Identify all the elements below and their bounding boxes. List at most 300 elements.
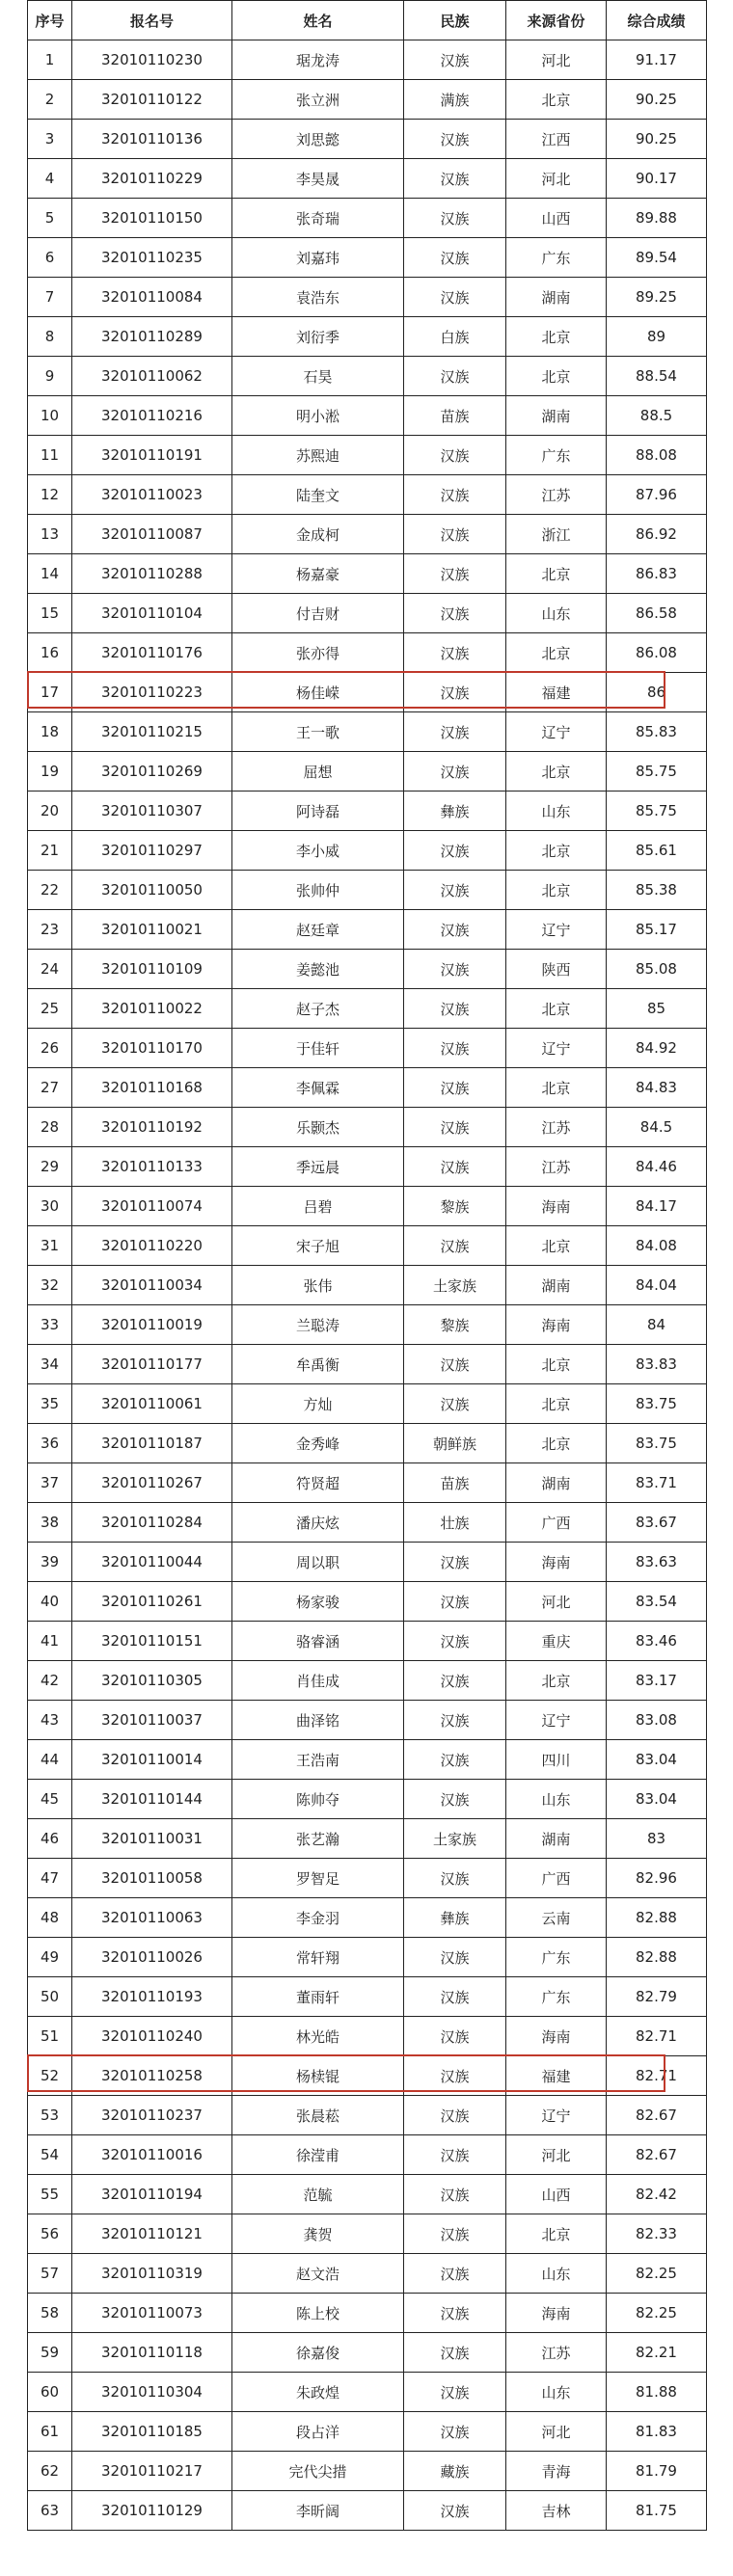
cell-name: 赵廷章 [232, 910, 404, 950]
cell-score: 89.88 [607, 199, 707, 238]
cell-reg-no: 32010110104 [72, 594, 232, 633]
cell-name: 段占洋 [232, 2412, 404, 2452]
table-row [28, 2452, 707, 2491]
cell-ethnicity: 汉族 [404, 1622, 506, 1661]
cell-score: 85 [607, 989, 707, 1029]
header-row [28, 1, 707, 40]
cell-score: 84.5 [607, 1108, 707, 1147]
cell-name: 张奇瑞 [232, 199, 404, 238]
cell-name: 常轩翔 [232, 1938, 404, 1977]
cell-seq: 55 [28, 2175, 72, 2214]
cell-reg-no: 32010110084 [72, 278, 232, 317]
cell-seq: 4 [28, 159, 72, 199]
cell-province: 河北 [506, 1582, 607, 1622]
cell-ethnicity: 汉族 [404, 159, 506, 199]
cell-reg-no: 32010110269 [72, 752, 232, 792]
cell-name: 陆奎文 [232, 475, 404, 515]
cell-score: 84.08 [607, 1226, 707, 1266]
table-row [28, 1266, 707, 1305]
table-row [28, 515, 707, 554]
table-row [28, 396, 707, 436]
table-row [28, 1226, 707, 1266]
cell-score: 82.88 [607, 1938, 707, 1977]
cell-province: 北京 [506, 1345, 607, 1384]
cell-ethnicity: 壮族 [404, 1503, 506, 1543]
cell-score: 84.46 [607, 1147, 707, 1187]
cell-score: 83.04 [607, 1780, 707, 1819]
cell-ethnicity: 汉族 [404, 910, 506, 950]
cell-name: 金秀峰 [232, 1424, 404, 1463]
table-row [28, 475, 707, 515]
cell-ethnicity: 汉族 [404, 2294, 506, 2333]
cell-score: 88.08 [607, 436, 707, 475]
cell-reg-no: 32010110063 [72, 1898, 232, 1938]
cell-score: 89.25 [607, 278, 707, 317]
table-row [28, 1345, 707, 1384]
cell-reg-no: 32010110022 [72, 989, 232, 1029]
cell-name: 刘嘉玮 [232, 238, 404, 278]
cell-reg-no: 32010110185 [72, 2412, 232, 2452]
cell-province: 广东 [506, 238, 607, 278]
cell-score: 82.25 [607, 2294, 707, 2333]
cell-province: 辽宁 [506, 712, 607, 752]
cell-province: 陕西 [506, 950, 607, 989]
cell-name: 完代尖措 [232, 2452, 404, 2491]
cell-seq: 11 [28, 436, 72, 475]
header-seq: 序号 [28, 1, 72, 40]
cell-seq: 40 [28, 1582, 72, 1622]
cell-seq: 10 [28, 396, 72, 436]
cell-score: 83.04 [607, 1740, 707, 1780]
cell-name: 王一歌 [232, 712, 404, 752]
cell-seq: 2 [28, 80, 72, 120]
cell-province: 北京 [506, 1226, 607, 1266]
cell-ethnicity: 汉族 [404, 594, 506, 633]
cell-reg-no: 32010110136 [72, 120, 232, 159]
cell-name: 张晨菘 [232, 2096, 404, 2135]
cell-province: 海南 [506, 1187, 607, 1226]
results-table-container [27, 0, 706, 2531]
table-row [28, 80, 707, 120]
cell-ethnicity: 汉族 [404, 2056, 506, 2096]
cell-seq: 61 [28, 2412, 72, 2452]
cell-ethnicity: 汉族 [404, 2373, 506, 2412]
cell-name: 罗智足 [232, 1859, 404, 1898]
cell-ethnicity: 黎族 [404, 1187, 506, 1226]
cell-ethnicity: 满族 [404, 80, 506, 120]
cell-name: 宋子旭 [232, 1226, 404, 1266]
cell-seq: 12 [28, 475, 72, 515]
table-row [28, 2214, 707, 2254]
table-row [28, 594, 707, 633]
cell-ethnicity: 汉族 [404, 2175, 506, 2214]
cell-province: 江苏 [506, 475, 607, 515]
cell-name: 阿诗磊 [232, 792, 404, 831]
cell-province: 山东 [506, 792, 607, 831]
cell-seq: 52 [28, 2056, 72, 2096]
cell-province: 湖南 [506, 396, 607, 436]
cell-reg-no: 32010110037 [72, 1701, 232, 1740]
cell-reg-no: 32010110230 [72, 40, 232, 80]
cell-score: 81.88 [607, 2373, 707, 2412]
cell-reg-no: 32010110289 [72, 317, 232, 357]
cell-score: 81.79 [607, 2452, 707, 2491]
cell-province: 辽宁 [506, 1029, 607, 1068]
cell-reg-no: 32010110031 [72, 1819, 232, 1859]
cell-ethnicity: 白族 [404, 317, 506, 357]
cell-seq: 8 [28, 317, 72, 357]
cell-reg-no: 32010110133 [72, 1147, 232, 1187]
cell-name: 李佩霖 [232, 1068, 404, 1108]
cell-reg-no: 32010110297 [72, 831, 232, 871]
cell-score: 83.75 [607, 1384, 707, 1424]
cell-name: 符贤超 [232, 1463, 404, 1503]
cell-seq: 44 [28, 1740, 72, 1780]
cell-name: 季远晨 [232, 1147, 404, 1187]
cell-score: 89 [607, 317, 707, 357]
table-row [28, 673, 707, 712]
cell-ethnicity: 汉族 [404, 1384, 506, 1424]
header-ethnicity: 民族 [404, 1, 506, 40]
cell-ethnicity: 汉族 [404, 1582, 506, 1622]
cell-score: 83.67 [607, 1503, 707, 1543]
cell-province: 福建 [506, 673, 607, 712]
cell-name: 赵子杰 [232, 989, 404, 1029]
cell-seq: 29 [28, 1147, 72, 1187]
cell-ethnicity: 汉族 [404, 2214, 506, 2254]
cell-seq: 60 [28, 2373, 72, 2412]
cell-score: 82.71 [607, 2056, 707, 2096]
cell-seq: 9 [28, 357, 72, 396]
header-score: 综合成绩 [607, 1, 707, 40]
cell-score: 83.08 [607, 1701, 707, 1740]
cell-name: 付吉财 [232, 594, 404, 633]
cell-province: 北京 [506, 1424, 607, 1463]
cell-seq: 51 [28, 2017, 72, 2056]
cell-name: 明小淞 [232, 396, 404, 436]
cell-ethnicity: 苗族 [404, 1463, 506, 1503]
table-row [28, 1187, 707, 1226]
cell-score: 82.71 [607, 2017, 707, 2056]
cell-seq: 15 [28, 594, 72, 633]
cell-ethnicity: 汉族 [404, 712, 506, 752]
cell-name: 龚贺 [232, 2214, 404, 2254]
cell-province: 福建 [506, 2056, 607, 2096]
cell-reg-no: 32010110191 [72, 436, 232, 475]
cell-name: 李昕阔 [232, 2491, 404, 2531]
table-row [28, 1424, 707, 1463]
cell-ethnicity: 汉族 [404, 2017, 506, 2056]
cell-name: 杨嘉豪 [232, 554, 404, 594]
cell-name: 肖佳成 [232, 1661, 404, 1701]
table-row [28, 278, 707, 317]
table-row [28, 2175, 707, 2214]
cell-seq: 7 [28, 278, 72, 317]
cell-score: 84.17 [607, 1187, 707, 1226]
table-row [28, 2491, 707, 2531]
cell-province: 广西 [506, 1859, 607, 1898]
cell-name: 陈上校 [232, 2294, 404, 2333]
cell-ethnicity: 汉族 [404, 1345, 506, 1384]
cell-seq: 48 [28, 1898, 72, 1938]
cell-reg-no: 32010110109 [72, 950, 232, 989]
cell-province: 北京 [506, 1384, 607, 1424]
cell-reg-no: 32010110087 [72, 515, 232, 554]
cell-seq: 34 [28, 1345, 72, 1384]
table-row [28, 1898, 707, 1938]
cell-province: 北京 [506, 80, 607, 120]
table-row [28, 989, 707, 1029]
cell-score: 85.61 [607, 831, 707, 871]
cell-name: 杨椟锟 [232, 2056, 404, 2096]
cell-province: 青海 [506, 2452, 607, 2491]
cell-ethnicity: 朝鲜族 [404, 1424, 506, 1463]
cell-seq: 38 [28, 1503, 72, 1543]
table-row [28, 633, 707, 673]
cell-ethnicity: 汉族 [404, 633, 506, 673]
cell-reg-no: 32010110261 [72, 1582, 232, 1622]
cell-name: 方灿 [232, 1384, 404, 1424]
cell-ethnicity: 苗族 [404, 396, 506, 436]
cell-seq: 6 [28, 238, 72, 278]
cell-name: 徐嘉俊 [232, 2333, 404, 2373]
cell-seq: 45 [28, 1780, 72, 1819]
cell-ethnicity: 汉族 [404, 1108, 506, 1147]
cell-score: 86 [607, 673, 707, 712]
cell-score: 83.75 [607, 1424, 707, 1463]
cell-seq: 16 [28, 633, 72, 673]
cell-reg-no: 32010110014 [72, 1740, 232, 1780]
table-row [28, 40, 707, 80]
table-row [28, 871, 707, 910]
cell-reg-no: 32010110220 [72, 1226, 232, 1266]
table-row [28, 1622, 707, 1661]
cell-reg-no: 32010110121 [72, 2214, 232, 2254]
cell-reg-no: 32010110193 [72, 1977, 232, 2017]
cell-reg-no: 32010110237 [72, 2096, 232, 2135]
cell-reg-no: 32010110021 [72, 910, 232, 950]
cell-score: 82.25 [607, 2254, 707, 2294]
cell-province: 北京 [506, 317, 607, 357]
results-table [27, 0, 707, 2531]
cell-seq: 17 [28, 673, 72, 712]
cell-ethnicity: 汉族 [404, 752, 506, 792]
cell-ethnicity: 汉族 [404, 1938, 506, 1977]
cell-province: 北京 [506, 989, 607, 1029]
cell-ethnicity: 汉族 [404, 475, 506, 515]
cell-ethnicity: 汉族 [404, 2135, 506, 2175]
cell-reg-no: 32010110034 [72, 1266, 232, 1305]
table-row [28, 1108, 707, 1147]
cell-reg-no: 32010110229 [72, 159, 232, 199]
table-row [28, 1463, 707, 1503]
cell-seq: 22 [28, 871, 72, 910]
cell-score: 90.25 [607, 120, 707, 159]
table-row [28, 1780, 707, 1819]
cell-reg-no: 32010110194 [72, 2175, 232, 2214]
header-name: 姓名 [232, 1, 404, 40]
cell-seq: 27 [28, 1068, 72, 1108]
cell-name: 刘衍季 [232, 317, 404, 357]
cell-ethnicity: 藏族 [404, 2452, 506, 2491]
cell-name: 杨佳嵘 [232, 673, 404, 712]
cell-province: 四川 [506, 1740, 607, 1780]
cell-ethnicity: 汉族 [404, 1740, 506, 1780]
cell-score: 81.83 [607, 2412, 707, 2452]
cell-province: 山东 [506, 2254, 607, 2294]
cell-score: 82.88 [607, 1898, 707, 1938]
cell-score: 86.83 [607, 554, 707, 594]
cell-ethnicity: 汉族 [404, 989, 506, 1029]
cell-province: 江西 [506, 120, 607, 159]
cell-name: 张亦得 [232, 633, 404, 673]
cell-seq: 41 [28, 1622, 72, 1661]
table-row [28, 1938, 707, 1977]
cell-seq: 24 [28, 950, 72, 989]
cell-province: 山西 [506, 2175, 607, 2214]
cell-name: 吕碧 [232, 1187, 404, 1226]
cell-ethnicity: 汉族 [404, 515, 506, 554]
cell-province: 云南 [506, 1898, 607, 1938]
cell-ethnicity: 汉族 [404, 871, 506, 910]
cell-seq: 21 [28, 831, 72, 871]
table-row [28, 1543, 707, 1582]
table-row [28, 2294, 707, 2333]
cell-score: 83.54 [607, 1582, 707, 1622]
cell-seq: 32 [28, 1266, 72, 1305]
cell-name: 周以职 [232, 1543, 404, 1582]
cell-ethnicity: 汉族 [404, 436, 506, 475]
cell-province: 河北 [506, 2135, 607, 2175]
cell-reg-no: 32010110305 [72, 1661, 232, 1701]
cell-province: 浙江 [506, 515, 607, 554]
cell-province: 海南 [506, 2017, 607, 2056]
cell-seq: 1 [28, 40, 72, 80]
cell-reg-no: 32010110267 [72, 1463, 232, 1503]
cell-ethnicity: 汉族 [404, 1068, 506, 1108]
cell-name: 苏熙迪 [232, 436, 404, 475]
cell-ethnicity: 汉族 [404, 1859, 506, 1898]
table-row [28, 910, 707, 950]
table-row [28, 2017, 707, 2056]
table-row [28, 1977, 707, 2017]
cell-reg-no: 32010110187 [72, 1424, 232, 1463]
cell-name: 李小威 [232, 831, 404, 871]
table-row [28, 792, 707, 831]
cell-score: 87.96 [607, 475, 707, 515]
cell-name: 牟禹衡 [232, 1345, 404, 1384]
table-row [28, 317, 707, 357]
cell-reg-no: 32010110307 [72, 792, 232, 831]
cell-seq: 58 [28, 2294, 72, 2333]
cell-seq: 35 [28, 1384, 72, 1424]
cell-reg-no: 32010110118 [72, 2333, 232, 2373]
table-row [28, 1819, 707, 1859]
cell-seq: 31 [28, 1226, 72, 1266]
cell-seq: 53 [28, 2096, 72, 2135]
cell-name: 范毓 [232, 2175, 404, 2214]
cell-name: 陈帅夺 [232, 1780, 404, 1819]
cell-seq: 5 [28, 199, 72, 238]
table-row [28, 1029, 707, 1068]
cell-name: 董雨轩 [232, 1977, 404, 2017]
cell-seq: 62 [28, 2452, 72, 2491]
cell-name: 于佳轩 [232, 1029, 404, 1068]
cell-province: 广东 [506, 436, 607, 475]
cell-name: 李金羽 [232, 1898, 404, 1938]
cell-reg-no: 32010110240 [72, 2017, 232, 2056]
cell-province: 河北 [506, 40, 607, 80]
cell-reg-no: 32010110073 [72, 2294, 232, 2333]
cell-seq: 46 [28, 1819, 72, 1859]
cell-province: 吉林 [506, 2491, 607, 2531]
cell-seq: 56 [28, 2214, 72, 2254]
cell-score: 85.08 [607, 950, 707, 989]
cell-ethnicity: 汉族 [404, 1977, 506, 2017]
cell-score: 82.42 [607, 2175, 707, 2214]
table-row [28, 120, 707, 159]
cell-province: 江苏 [506, 1147, 607, 1187]
table-row [28, 238, 707, 278]
cell-province: 广西 [506, 1503, 607, 1543]
cell-ethnicity: 汉族 [404, 2491, 506, 2531]
cell-name: 屈想 [232, 752, 404, 792]
cell-score: 83 [607, 1819, 707, 1859]
cell-seq: 13 [28, 515, 72, 554]
cell-score: 84.04 [607, 1266, 707, 1305]
table-row [28, 2412, 707, 2452]
cell-score: 89.54 [607, 238, 707, 278]
cell-ethnicity: 彝族 [404, 1898, 506, 1938]
cell-province: 北京 [506, 871, 607, 910]
cell-ethnicity: 汉族 [404, 554, 506, 594]
cell-score: 90.17 [607, 159, 707, 199]
table-row [28, 1068, 707, 1108]
cell-score: 82.79 [607, 1977, 707, 2017]
cell-score: 85.75 [607, 792, 707, 831]
cell-ethnicity: 汉族 [404, 1147, 506, 1187]
table-row [28, 199, 707, 238]
table-row [28, 2254, 707, 2294]
cell-seq: 33 [28, 1305, 72, 1345]
cell-score: 88.5 [607, 396, 707, 436]
cell-name: 潘庆炫 [232, 1503, 404, 1543]
table-row [28, 436, 707, 475]
cell-ethnicity: 汉族 [404, 831, 506, 871]
cell-name: 兰聪涛 [232, 1305, 404, 1345]
cell-province: 山西 [506, 199, 607, 238]
cell-name: 琚龙涛 [232, 40, 404, 80]
cell-seq: 43 [28, 1701, 72, 1740]
cell-score: 82.21 [607, 2333, 707, 2373]
cell-name: 李昊晟 [232, 159, 404, 199]
cell-province: 湖南 [506, 1819, 607, 1859]
table-row [28, 1701, 707, 1740]
cell-reg-no: 32010110144 [72, 1780, 232, 1819]
cell-reg-no: 32010110216 [72, 396, 232, 436]
cell-ethnicity: 土家族 [404, 1266, 506, 1305]
cell-province: 辽宁 [506, 1701, 607, 1740]
cell-ethnicity: 汉族 [404, 40, 506, 80]
cell-name: 张艺瀚 [232, 1819, 404, 1859]
cell-province: 山东 [506, 2373, 607, 2412]
cell-ethnicity: 汉族 [404, 357, 506, 396]
cell-province: 海南 [506, 1305, 607, 1345]
cell-seq: 36 [28, 1424, 72, 1463]
cell-ethnicity: 汉族 [404, 950, 506, 989]
cell-province: 辽宁 [506, 2096, 607, 2135]
table-row [28, 2096, 707, 2135]
